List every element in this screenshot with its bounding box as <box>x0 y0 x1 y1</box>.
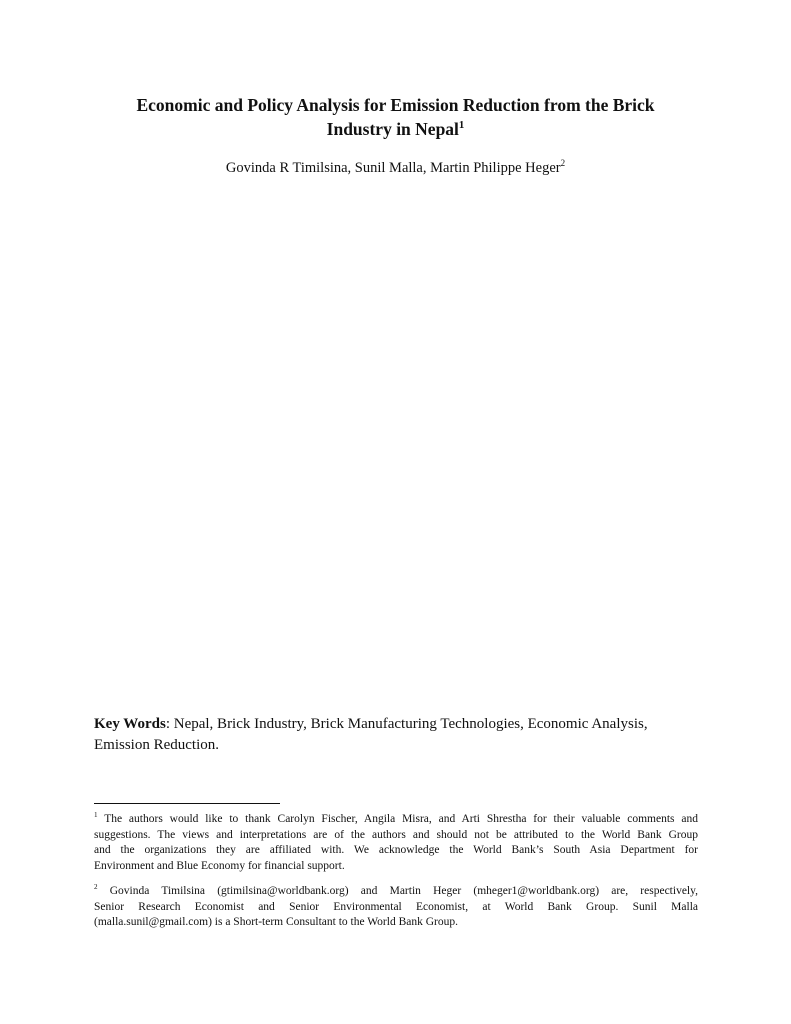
footnote-2-line-1-text: Govinda Timilsina (gtimilsina@worldbank.org) and Martin Heger (mheger1@worldbank.org) are, respectively, <box>97 885 698 897</box>
footnote-2-marker: 2 <box>94 883 98 892</box>
footnote-2-line-3: (malla.sunil@gmail.com) is a Short-term Consultant to the World Bank Group. <box>94 916 458 928</box>
title-line-1: Economic and Policy Analysis for Emission Reduction from the Brick <box>136 95 655 115</box>
footnote-1-marker: 1 <box>94 811 98 820</box>
keywords-section <box>94 714 704 756</box>
keywords-label: Key Words <box>94 716 166 732</box>
footnote-2-line-2: Senior Research Economist and Senior Environmental Economist, at World Bank Group. Sunil Malla <box>94 900 698 913</box>
paper-title <box>94 93 697 141</box>
title-line-2-text: Industry in Nepal <box>326 119 459 139</box>
footnote-1 <box>94 812 698 874</box>
footnote-2-line-1 <box>94 884 698 900</box>
title-line-2 <box>94 117 697 141</box>
author-names: Govinda R Timilsina, Sunil Malla, Martin Philippe Heger <box>225 160 561 176</box>
footnote-1-line-2: suggestions. The views and interpretations are of the authors and should not be attributed to the World Bank Group <box>94 828 698 841</box>
footnote-2 <box>94 884 698 931</box>
author-footnote-ref[interactable]: 2 <box>560 158 566 169</box>
footnote-1-line-4: Environment and Blue Economy for financial support. <box>94 859 345 872</box>
footnote-1-line-1-text: The authors would like to thank Carolyn Fischer, Angila Misra, and Arti Shrestha for their valuable comments and <box>97 813 698 825</box>
keywords-line-1 <box>94 714 704 735</box>
title-footnote-ref[interactable]: 1 <box>458 119 465 132</box>
footnote-1-line-3: and the organizations they are affiliated with. We acknowledge the World Bank’s South Asia Department for <box>94 844 698 856</box>
author-list <box>94 159 697 177</box>
footnote-divider <box>94 803 280 804</box>
keywords-line-2: Emission Reduction. <box>94 737 219 753</box>
footnote-1-line-1 <box>94 812 698 828</box>
keywords-line-1-text: : Nepal, Brick Industry, Brick Manufacturing Technologies, Economic Analysis, <box>165 716 648 732</box>
